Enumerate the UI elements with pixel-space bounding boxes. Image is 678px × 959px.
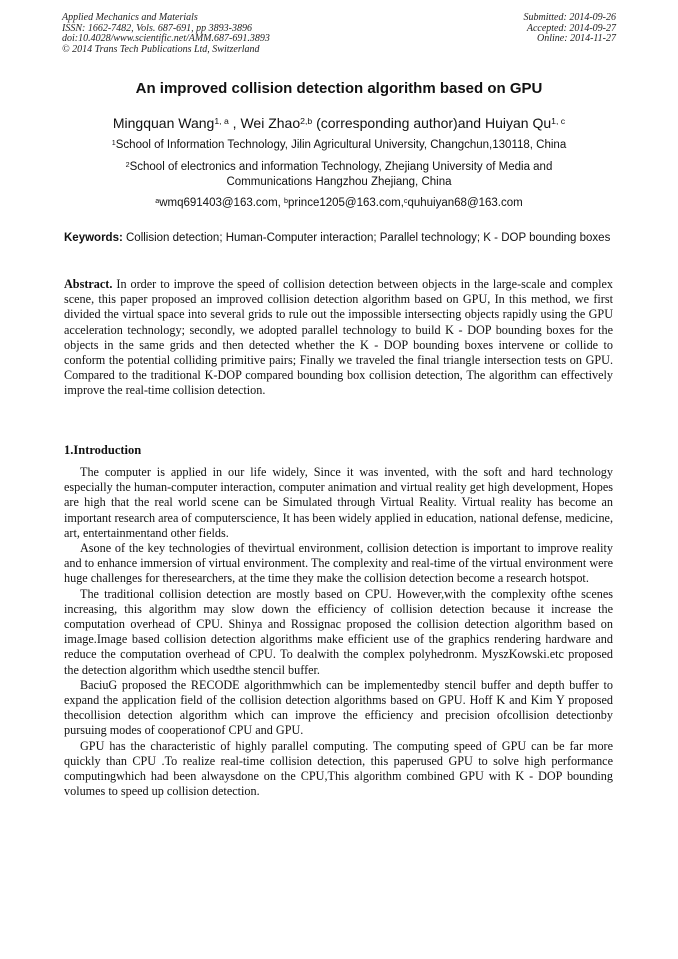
paragraph: The computer is applied in our life widely, Since it was invented, with the soft and hard technology especially the human-computer interaction, computer animation and virtual reality get high development, Hopes are high that the real world scene can be Simulated through Virtual Reality. Virtual reality has become an important research area of computerscience, It has been widely applied in education, national defense, medicine, art, entertainmentand other fields.	[64, 465, 613, 540]
author-sup: 2,b	[300, 116, 313, 127]
keywords-text: Collision detection; Human-Computer interaction; Parallel technology; K - DOP bounding boxes	[122, 232, 611, 244]
abstract-text: In order to improve the speed of collision detection between objects in the large-scale and complex scene, this paper proposed an improved collision detection algorithm based on GPU, In this method, we first divided the virtual space into several grids to rule out the impossible intersecting objects rapidly using the GPU acceleration technology; secondly, we adopted parallel technology to build K - DOP bounding boxes for the objects in the same grids and then detected whether the K - DOP bounding boxes intervene or collide to conform the potential colliding primitive pairs; Finally we traveled the final triangle intersection tests on GPU. Compared to the traditional K-DOP compared bounding box collision detection, The algorithm can effectively improve the real-time collision detection.	[64, 277, 613, 398]
accepted-date: Accepted: 2014-09-27	[526, 22, 616, 34]
affiliation-sup: 2	[125, 160, 130, 169]
keywords-label: Keywords:	[64, 232, 123, 244]
abstract-label: Abstract.	[64, 277, 113, 291]
abstract	[64, 277, 613, 399]
author-name: Wei Zhao	[240, 115, 301, 131]
email-address: wmq691403@163.com,	[159, 197, 285, 209]
keywords	[64, 232, 612, 245]
author-name: Huiyan Qu	[484, 115, 552, 131]
paragraph: GPU has the characteristic of highly parallel computing. The computing speed of GPU can be far more quickly than CPU .To realize real-time collision detection, this paperused GPU to solve high performance computingwhich had been alwaysdone on the CPU,This algorithm combined GPU with K - DOP bounding volumes to speed up collision detection.	[64, 738, 613, 799]
author-name: Mingquan Wang	[112, 115, 215, 131]
author-line	[0, 115, 678, 131]
email-address: prince1205@163.com,	[288, 197, 404, 209]
submitted-date: Submitted: 2014-09-26	[523, 12, 616, 23]
journal-header	[62, 13, 270, 55]
email-sup: a	[155, 196, 160, 205]
author-sup: 1, a	[214, 116, 229, 127]
paragraph: BaciuG proposed the RECODE algorithmwhich can be implementedby stencil buffer and depth buffer to expand the application field of the collision detection algorithms based on GPU. Hoff K and Kim Y proposed thecollision detection algorithm which can improve the efficiency and precision ofcollision detectionby pursuing modes of cooperationof CPU and GPU.	[64, 677, 613, 738]
email-sup: b	[284, 196, 289, 205]
affiliation-sup: 1	[111, 138, 116, 147]
email-address: quhuiyan68@163.com	[407, 197, 523, 209]
journal-name: Applied Mechanics and Materials	[62, 12, 198, 23]
affiliation-1	[0, 138, 678, 153]
affiliation-2	[0, 160, 678, 190]
paragraph: Asone of the key technologies of thevirtual environment, collision detection is important to improve reality and to enhance immersion of virtual environment. The complexity and real-time of the virtual environment were huge challenges for theresearchers, at the time they make the collision detection become a research hotspot.	[64, 541, 613, 586]
online-date: Online: 2014-11-27	[537, 33, 616, 45]
author-note: (corresponding author)and	[312, 115, 485, 131]
author-sup: 1, c	[551, 116, 566, 127]
section-body	[64, 465, 613, 799]
copyright-line: © 2014 Trans Tech Publications Ltd, Switzerland	[62, 43, 260, 55]
paragraph: The traditional collision detection are mostly based on CPU. However,with the complexity ofthe scenes increasing, this algorithm may slow down the efficiency of collision detection because it increase the computation overhead of CPU. Shinya and Rossignac proposed the collision detection algorithm based on image.Image based collision detection algorithms make efficient use of the graphics rendering hardware and reduce the computation overhead of CPU. To dealwith the complex polyhedronm. MyszKowski.etc proposed the detection algorithm which usedthe stencil buffer.	[64, 586, 613, 677]
section-heading: 1.Introduction	[64, 443, 142, 457]
affiliation-text: Communications Hangzhou Zhejiang, China	[226, 176, 452, 188]
doi-line: doi:10.4028/www.scientific.net/AMM.687-691.3893	[62, 33, 270, 45]
affiliation-text: School of electronics and information Technology, Zhejiang University of Media and	[129, 161, 553, 173]
affiliation-text: School of Information Technology, Jilin Agricultural University, Changchun,130118, China	[115, 139, 567, 151]
email-sup: c	[403, 196, 408, 205]
dates-header	[524, 13, 617, 45]
email-line	[0, 196, 678, 211]
paper-title: An improved collision detection algorithm based on GPU	[135, 80, 543, 97]
issn-line: ISSN: 1662-7482, Vols. 687-691, pp 3893-3896	[62, 22, 252, 34]
author-separator: ,	[228, 115, 241, 131]
